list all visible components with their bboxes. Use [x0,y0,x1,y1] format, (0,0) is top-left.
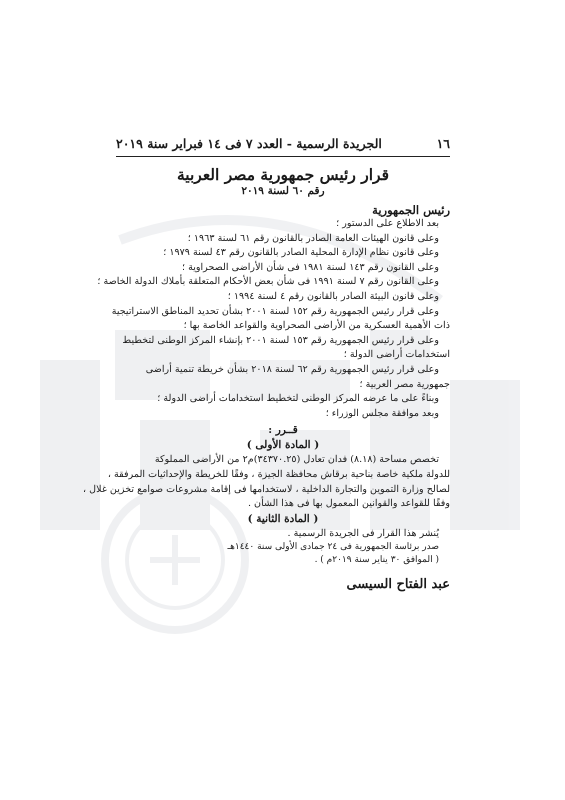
preamble-line: وعلى القانون رقم ١٤٣ لسنة ١٩٨١ فى شأن الأراضى الصحراوية ؛ [181,261,439,273]
preamble-line: وعلى قرار رئيس الجمهورية رقم ١٥٢ لسنة ٢٠٠١ بشأن تحديد المناطق الاستراتيجية [111,305,439,317]
article-1-line: تخصص مساحة (٨.١٨) فدان تعادل (٣٤٣٧٠.٢٥)م٢ من الأراضى المملوكة [154,454,439,466]
page-number: ١٦ [436,136,450,151]
signature: عبد الفتاح السيسى [346,577,450,593]
preamble-line: وعلى قانون نظام الإدارة المحلية الصادر بالقانون رقم ٤٣ لسنة ١٩٧٩ ؛ [163,247,439,259]
preamble-line: وبناءً على ما عرضه المركز الوطنى لتخطيط استخدامات أراضى الدولة ؛ [157,393,439,405]
preamble [97,217,450,421]
president-label: رئيس الجمهورية [372,203,450,217]
article-1-line: لصالح وزارة التموين والتجارة الداخلية ، لاستخدامها فى إقامة مشروعات صوامع تخزين غلال ، [83,483,450,495]
preamble-line: وبعد موافقة مجلس الوزراء ؛ [325,407,439,419]
preamble-line: جمهورية مصر العربية ؛ [359,378,450,390]
preamble-line: وعلى قرار رئيس الجمهورية رقم ٦٢ لسنة ٢٠١٨ بشأن خريطة تنمية أراضى [145,363,439,375]
issued-date-line: ( الموافق ٣٠ يناير سنة ٢٠١٩م ) . [314,555,439,566]
article-1-heading: ( المادة الأولى ) [246,439,320,452]
page-header [116,136,450,157]
gazette-page [83,136,450,593]
preamble-line: بعد الاطلاع على الدستور ؛ [336,218,439,229]
preamble-line: وعلى القانون رقم ٧ لسنة ١٩٩١ فى شأن بعض الأحكام المتعلقة بأملاك الدولة الخاصة ؛ [97,276,439,288]
preamble-line: ذات الأهمية العسكرية من الأراضى الصحراوية والقواعد الخاصة بها ؛ [183,320,450,332]
gazette-header-title: الجريدة الرسمية - العدد ٧ فى ١٤ فبراير سنة ٢٠١٩ [116,136,382,151]
preamble-line: استخدامات أراضى الدولة ؛ [343,349,450,361]
decided-label: قــرر : [268,424,298,437]
decree-number: رقم ٦٠ لسنة ٢٠١٩ [241,185,325,197]
decree-title: قرار رئيس جمهورية مصر العربية [176,165,390,184]
preamble-line: وعلى قانون البيئة الصادر بالقانون رقم ٤ لسنة ١٩٩٤ ؛ [227,290,439,302]
issued-line: صدر برئاسة الجمهورية فى ٢٤ جمادى الأولى سنة ١٤٤٠هـ [227,542,439,553]
article-2-line: يُنشر هذا القرار فى الجريدة الرسمية . [287,527,439,539]
preamble-line: وعلى قرار رئيس الجمهورية رقم ١٥٣ لسنة ٢٠٠١ بإنشاء المركز الوطنى لتخطيط [122,334,439,346]
article-2-heading: ( المادة الثانية ) [247,512,319,525]
article-1-line: للدولة ملكية خاصة بناحية برقاش محافظة الجيزة ، وفقًا للخريطة والإحداثيات المرفقة ، [107,468,450,480]
article-1-line: وفقًا للقواعد والقوانين المعمول بها فى هذا الشأن . [247,498,450,510]
preamble-line: وعلى قانون الهيئات العامة الصادر بالقانون رقم ٦١ لسنة ١٩٦٣ ؛ [187,232,439,244]
